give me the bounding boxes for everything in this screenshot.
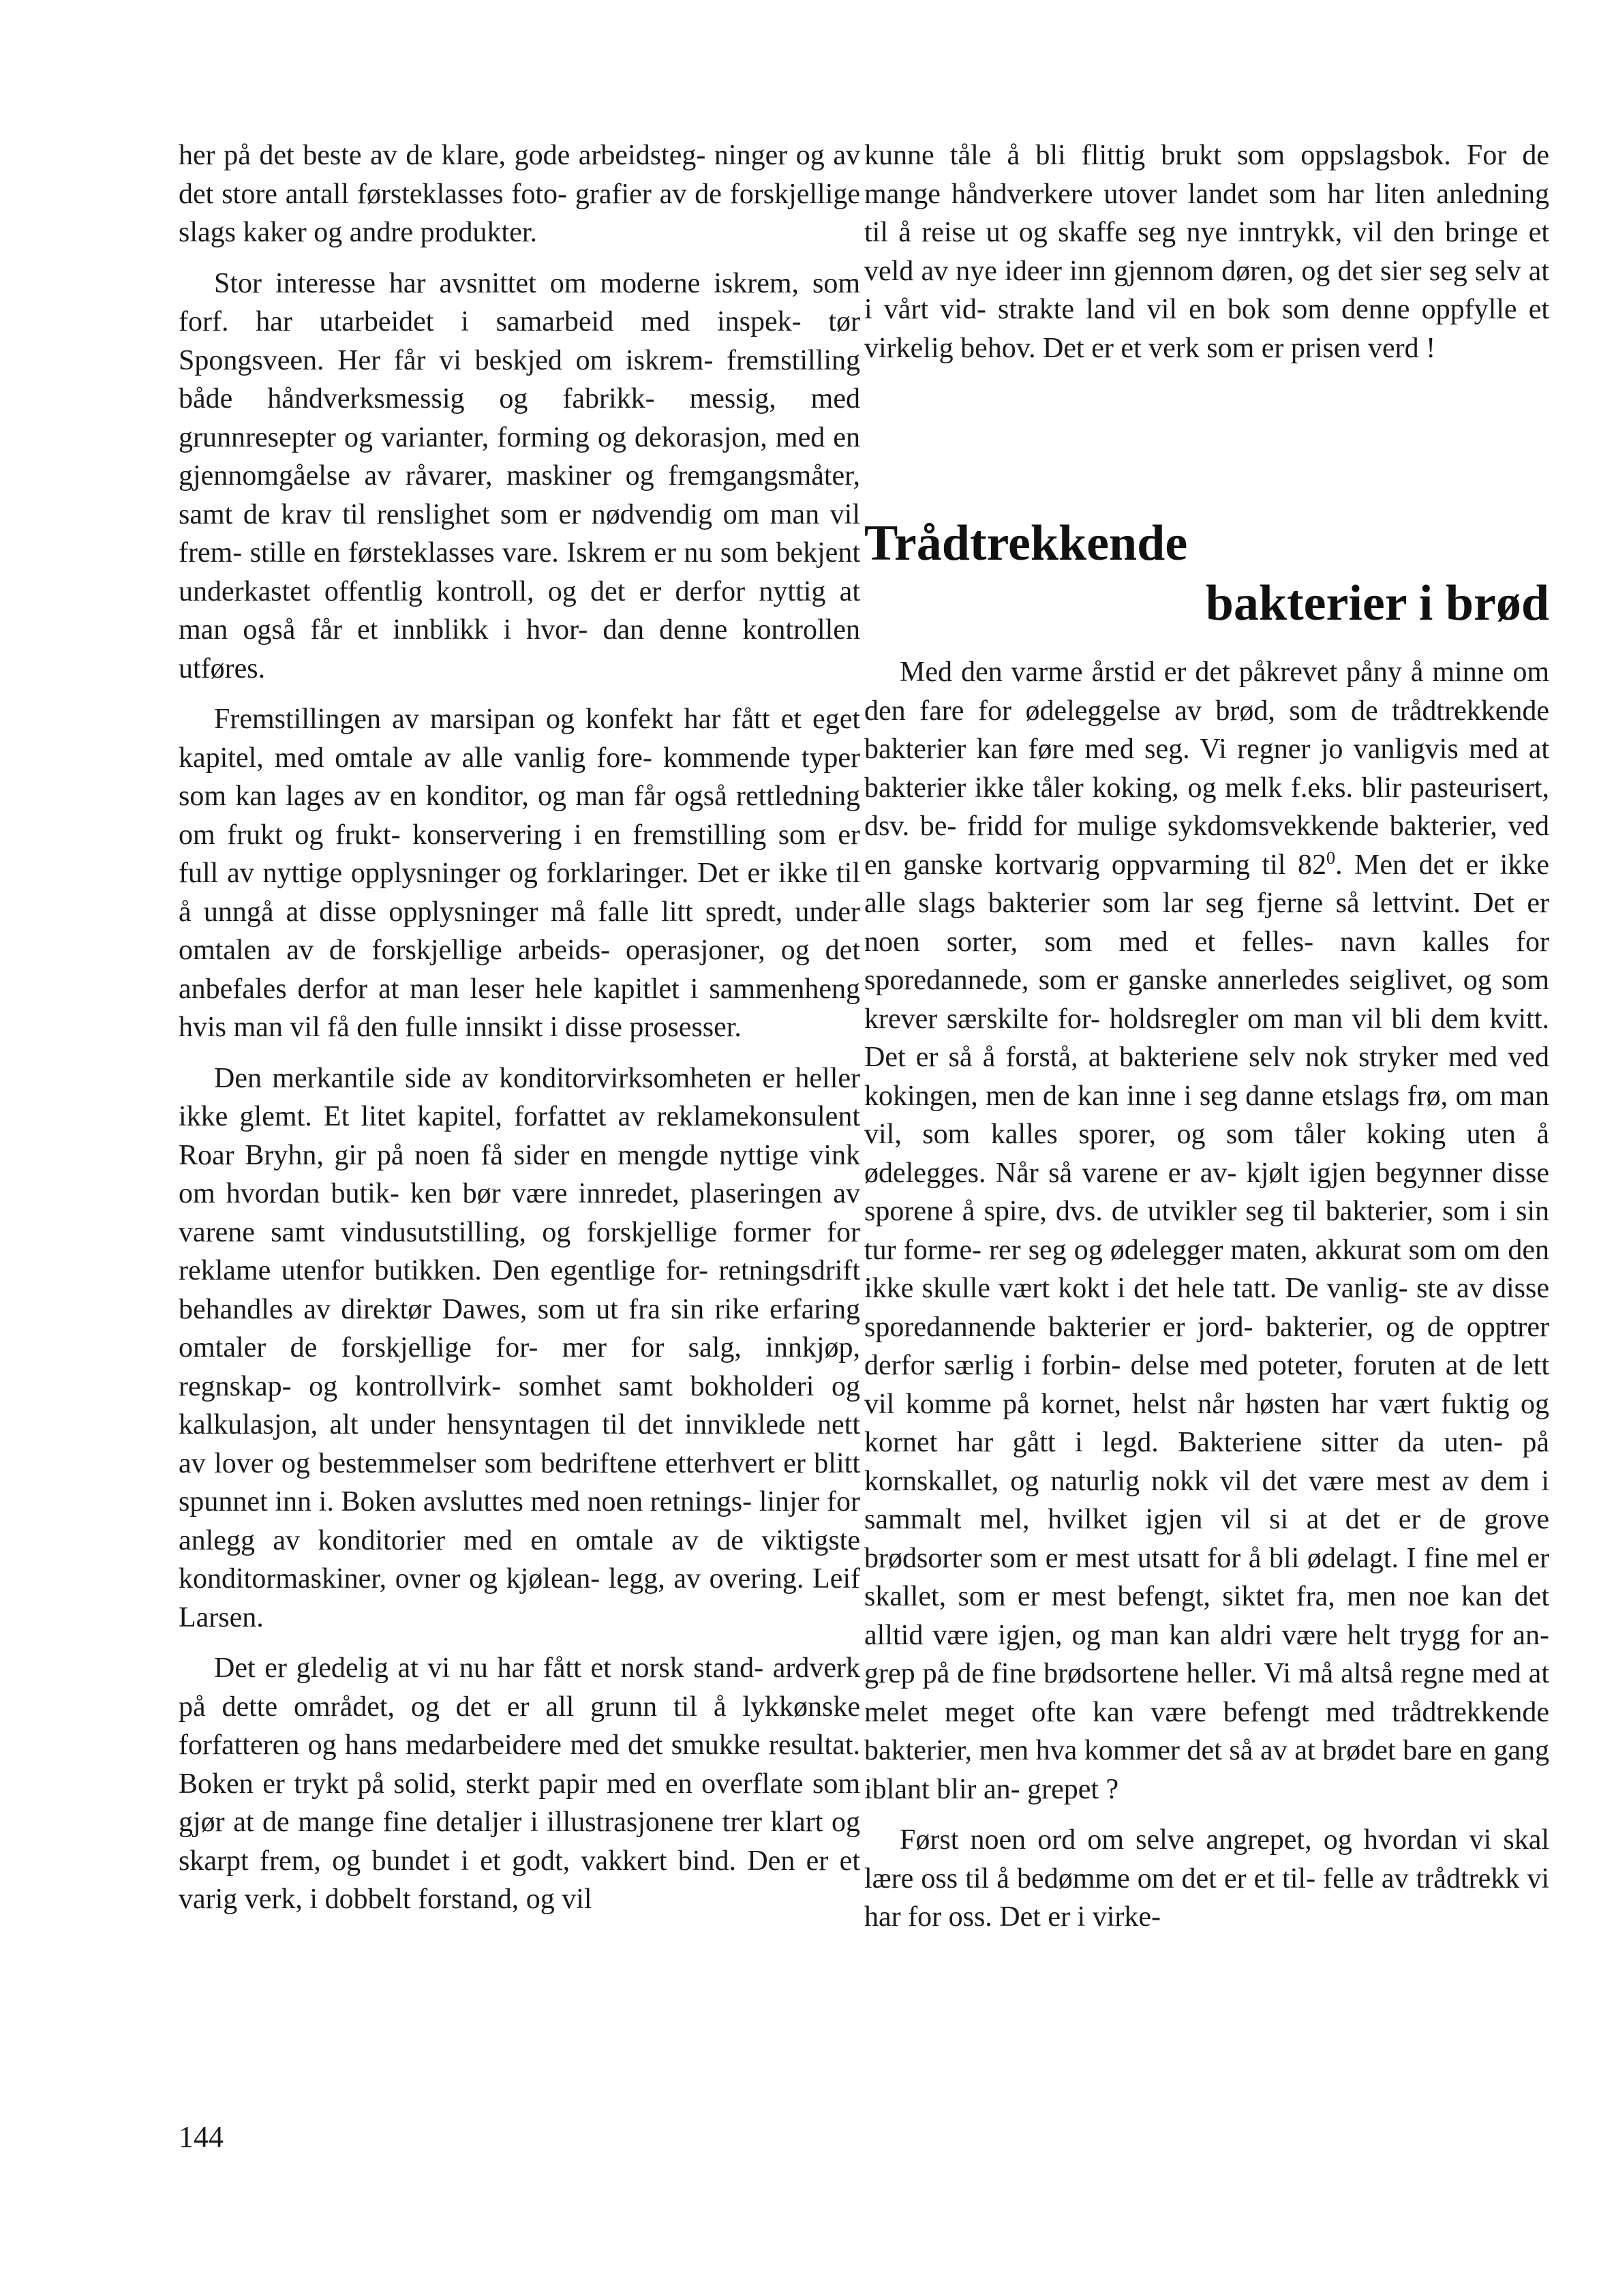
article-paragraph-1-part-a: Med den varme årstid er det påkrevet påny å minne om den fare for ødeleggelse av brød, som de trådtrekkende bakterier kan føre med seg. Vi regner jo vanligvis med at bakterier ikke tåler koking, og melk f.eks. blir pasteurisert, dsv. be- fridd for mulige sykdomsvekkende bakterier, ved en ganske kortvarig oppvarming til 82	[864, 656, 1549, 881]
page-number: 144	[179, 2120, 224, 2154]
paragraph-left-4: Den merkantile side av konditorvirksomheten er heller ikke glemt. Et litet kapitel, forfattet av reklamekonsulent Roar Bryhn, gir på noen få sider en mengde nyttige vink om hvordan butik- ken bør være innredet, plaseringen av varene samt vindusutstilling, og forskjellige former for reklame utenfor butikken. Den egentlige for- retningsdrift behandles av direktør Dawes, som ut fra sin rike erfaring omtaler de forskjellige for- mer for salg, innkjøp, regnskap- og kontrollvirk- somhet samt bokholderi og kalkulasjon, alt under hensyntagen til det innviklede nett av lover og bestemmelser som bedriftene etterhvert er blitt spunnet inn i. Boken avsluttes med noen retnings- linjer for anlegg av konditorier med en omtale av de viktigste konditormaskiner, ovner og kjølean- legg, av overing. Leif Larsen.	[179, 1062, 860, 1633]
right-column-top	[864, 136, 1549, 367]
paragraph-right-intro: kunne tåle å bli flittig brukt som oppslagsbok. For de mange håndverkere utover landet som har liten anledning til å reise ut og skaffe seg nye inntrykk, vil den bringe et veld av nye ideer inn gjennom døren, og det sier seg selv at i vårt vid- strakte land vil en bok som denne oppfylle et virkelig behov. Det er et verk som er prisen verd !	[864, 140, 1549, 364]
article-paragraph-1-part-b: . Men det er ikke alle slags bakterier som lar seg fjerne så lettvint. Det er noen sorter, som med et felles- navn kalles for sporedannede, som er ganske annerledes seiglivet, og som krever særskilte for- holdsregler om man vil bli dem kvitt. Det er så å forstå, at bakteriene selv nok stryker med ved kokingen, men de kan inne i seg danne etslags frø, om man vil, som kalles sporer, og som tåler koking uten å ødelegges. Når så varene er av- kjølt igjen begynner disse sporene å spire, dvs. de utvikler seg til bakterier, som i sin tur forme- rer seg og ødelegger maten, akkurat som om den ikke skulle vært kokt i det hele tatt. De vanlig- ste av disse sporedannende bakterier er jord- bakterier, og de opptrer derfor særlig i forbin- delse med poteter, foruten at de lett vil komme på kornet, helst når høsten har vært fuktig og kornet har gått i legd. Bakteriene sitter da uten- på kornskallet, og naturlig nokk vil det være mest av dem i sammalt mel, hvilket igjen vil si at det er de grove brødsorter som er mest utsatt for å bli ødelagt. I fine mel er skallet, som er mest befengt, siktet fra, men noe kan det alltid være igjen, og man kan aldri være helt trygg for an- grep på de fine brødsortene heller. Vi må altså regne med at melet meget ofte kan være befengt med trådtrekkende bakterier, men hva kommer det så av at brødet bare en gang iblant blir an- grepet ?	[864, 849, 1549, 1805]
paragraph-left-1: her på det beste av de klare, gode arbeidsteg- ninger og av det store antall førsteklasses foto- grafier av de forskjellige slags kaker og andre produkter.	[179, 140, 860, 248]
article-heading	[864, 515, 1549, 632]
right-column-article	[864, 653, 1549, 1937]
degree-superscript: 0	[1326, 847, 1335, 868]
left-column	[179, 136, 860, 1919]
paragraph-left-3: Fremstillingen av marsipan og konfekt har fått et eget kapitel, med omtale av alle vanlig fore- kommende typer som kan lages av en konditor, og man får også rettledning om frukt og frukt- konservering i en fremstilling som er full av nyttige opplysninger og forklaringer. Det er ikke til å unngå at disse opplysninger må falle litt spredt, under omtalen av de forskjellige arbeids- operasjoner, og det anbefales derfor at man leser hele kapitlet i sammenheng hvis man vil få den fulle innsikt i disse prosesser.	[179, 704, 860, 1043]
article-heading-line-2: bakterier i brød	[1205, 575, 1549, 631]
paragraph-left-5: Det er gledelig at vi nu har fått et norsk stand- ardverk på dette området, og det er all grunn til å lykkønske forfatteren og hans medarbeidere med det smukke resultat. Boken er trykt på solid, sterkt papir med en overflate som gjør at de mange fine detaljer i illustrasjonene trer klart og skarpt frem, og bundet i et godt, vakkert bind. Den er et varig verk, i dobbelt forstand, og vil	[179, 1652, 860, 1915]
article-paragraph-2: Først noen ord om selve angrepet, og hvordan vi skal lære oss til å bedømme om det er et til- felle av trådtrekk vi har for oss. Det er i virke-	[864, 1824, 1549, 1933]
article-heading-line-1: Trådtrekkende	[864, 515, 1188, 571]
paragraph-left-2: Stor interesse har avsnittet om moderne iskrem, som forf. har utarbeidet i samarbeid med inspek- tør Spongsveen. Her får vi beskjed om iskrem- fremstilling både håndverksmessig og fabrikk- messig, med grunnresepter og varianter, forming og dekorasjon, med en gjennomgåelse av råvarer, maskiner og fremgangsmåter, samt de krav til renslighet som er nødvendig om man vil frem- stille en førsteklasses vare. Iskrem er nu som bekjent underkastet offentlig kontroll, og det er derfor nyttig at man også får et innblikk i hvor- dan denne kontrollen utføres.	[179, 267, 860, 684]
article-paragraph-1	[864, 653, 1549, 1809]
